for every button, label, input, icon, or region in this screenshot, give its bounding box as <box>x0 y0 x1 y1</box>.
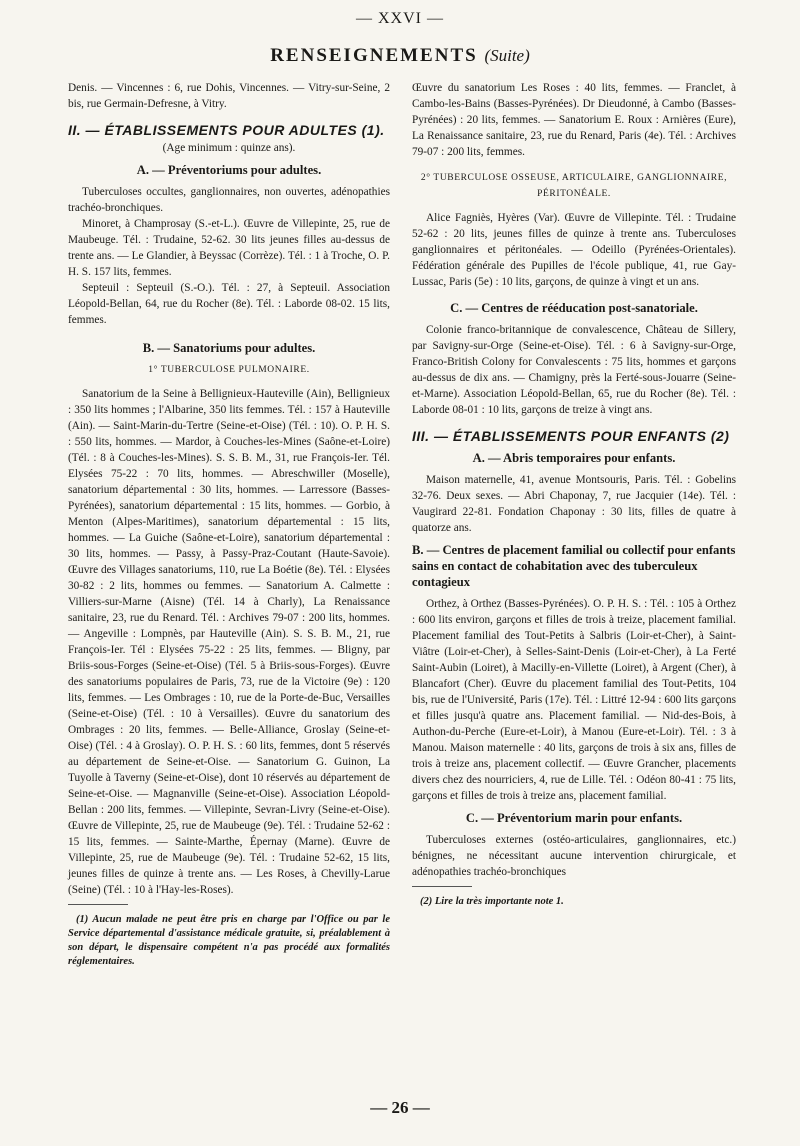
paragraph-alice-fagnies: Alice Fagniès, Hyères (Var). Œuvre de Villepinte. Tél. : Trudaine 52-62 : 20 lits, jeunes filles de quinze à trente ans. Tuberculoses ganglionnaires et péritonéales. — Odeillo (Pyrénées-Orientales). Fédération générale des Pupilles de l'école publique, 41, rue Gay-Lussac, Paris (5e) : 10 lits, garçons, de quinze à vingt et un ans. <box>412 212 736 288</box>
paragraph-orthez: Orthez, à Orthez (Basses-Pyrénées). O. P. H. S. : Tél. : 105 à Orthez : 600 lits environ, garçons et filles de trois à treize, placement familial. Placement familial des Tout-Petits à Salbris (Loir-et-Cher), à Saint-Viâtre (Loir-et-Cher), à Selles-Saint-Denis (Loir-et-Cher), à La Ferté Saint-Aubin (Loiret), à Macilly-en-Villette (Loiret), à Argent (Cher), à Blancafort (Cher). Œuvre du placement familial des Tout-Petits, 104 bis, rue de l'Université, Paris (17e). Tél. : Littré 12-94 : 600 lits garçons et filles jusqu'à quatre ans. Placement familial. — Nid-des-Bois, à Authon-du-Perche (Eure-et-Loir), à Manou (Eure-et-Loir). Tél. : 3 à Manou. Maison maternelle : 40 lits, garçons de trois à six ans, filles de trois à treize ans, placement collectif. — Œuvre Grancher, placements divers chez des nourriciers, 4, rue de Lille. Tél. : Odéon 80-41 : 75 lits, garçons et filles de trois à treize ans, placement familial. <box>412 598 736 802</box>
page-title <box>0 45 800 67</box>
heading-preventoriums-adultes: A. — Préventoriums pour adultes. <box>136 163 322 177</box>
heading-reeducation: C. — Centres de rééducation post-sanatoriale. <box>450 301 698 315</box>
paragraph-sanatoriums-list: Sanatorium de la Seine à Bellignieux-Hauteville (Ain), Bellignieux : 350 lits hommes ; l'Albarine, 350 lits femmes. Tél. : 157 à Hauteville (Ain). — Saint-Marin-du-Tertre (Seine-et-Oise) (Tél. : 10). O. P. H. S. : 550 lits, hommes. — Mardor, à Couches-les-Mines (Saône-et-Loire) (Tél. : 8 à Couches-les-Mines). S. S. B. M., 31, rue François-Ier. Tél. Elysées 75-22 : 70 lits, hommes. — Abreschwiller (Moselle), sanatorium départemental : 30 lits, hommes. — Larressore (Basses-Pyrénées), sanatorium départemental : 15 lits, hommes. — Gorbio, à Menton (Alpes-Maritimes), sanatorium départemental : 15 lits, hommes. — La Guiche (Saône-et-Loire), sanatorium départemental : 30 lits, hommes. — Passy, à Passy-Praz-Coutant (Haute-Savoie). Œuvre des Villages sanatoriums, 110, rue La Boétie (8e). Tél. : Elysées 30-82 : 2 lits, hommes ou femmes. — Sanatorium A. Calmette : Villiers-sur-Marne (Aisne) (Tél. 14 à Charly), La Renaissance sanitaire, 23, rue du Renard. Tél. : Archives 79-07 : 200 lits, hommes. — Angeville : Lompnès, par Hauteville (Ain). S. S. B. M., 21, rue François-Ier. Tél : Elysées 75-22 : 25 lits, femmes. — Bligny, par Briis-sous-Forges (Seine-et-Oise) (Tél. 5 à Briis-sous-Forges). Œuvre des sanatoriums populaires de Paris, 73, rue de la Victoire (9e) : 120 lits, femmes. — Les Ombrages : 10, rue de la Porte-de-Buc, Versailles (Seine-et-Oise) (Tél. : 10 à Versailles). Œuvre du sanatorium des Ombrages : 20 lits, femmes. — Belle-Alliance, Groslay (Seine-et-Oise) (Tél. : 4 à Groslay). O. P. H. S. : 60 lits, femmes, dont 5 réservés au département de Seine-et-Oise. — Sanatorium G. Guinon, La Tuyolle à Taverny (Seine-et-Oise), dont 10 réservés au département de Seine-et-Oise. — Magnanville (Seine-et-Oise). Association Léopold-Bellan : 200 lits, femmes. — Villepinte, Sevran-Livry (Seine-et-Oise). Œuvre de Villepinte, 25, rue de Maubeuge (9e). Tél. : Trudaine 52-62 : 15 lits, femmes. — Sainte-Marthe, Épernay (Marne). Œuvre de Villepinte, 25, rue de Maubeuge (9e). Tél. : Trudaine 52-62, 15 lits, jeunes filles de quinze à trente ans. — Les Roses, à Chevilly-Larue (Seine) (Tél. : 10 à l'Hay-les-Roses). <box>68 388 390 896</box>
subheading-pulmonaire: 1° TUBERCULOSE PULMONAIRE. <box>148 365 310 375</box>
paragraph-septeuil: Septeuil : Septeuil (S.-O.). Tél. : 27, à Septeuil. Association Léopold-Bellan, 64, rue du Rocher (8e). Tél. : Laborde 08-02. 15 lits, femmes. <box>68 282 390 326</box>
footnote-rule-right <box>412 886 472 887</box>
paragraph-colonie: Colonie franco-britannique de convalescence, Château de Sillery, par Savigny-sur-Orge (Seine-et-Oise). Tél. : 6 à Savigny-sur-Orge, Franco-British Colony for Convalescents : 75 lits, hommes et garçons au-dessus de dix ans. — Chamigny, près la Ferté-sous-Jouarre (Seine-et-Marne). Association Léopold-Bellan, 65, rue du Rocher (8e). Tél. : Laborde 08-01 : 10 lits, garçons de treize à vingt ans. <box>412 324 736 416</box>
paragraph-tuberculoses-occultes: Tuberculoses occultes, ganglionnaires, non ouvertes, adénopathies trachéo-bronchiques. <box>68 186 390 214</box>
footnote-rule <box>68 904 128 905</box>
page-number: — 26 — <box>370 1098 430 1117</box>
section-heading-enfants: III. — ÉTABLISSEMENTS POUR ENFANTS (2) <box>412 428 730 444</box>
heading-placement-familial: B. — Centres de placement familial ou collectif pour enfants sains en contact de cohabitation avec des tuberculeux contagieux <box>412 543 736 589</box>
title-suffix: (Suite) <box>484 46 530 65</box>
paragraph-maison-maternelle: Maison maternelle, 41, avenue Montsouris, Paris. Tél. : Gobelins 32-76. Deux sexes. — Abri Chaponay, 7, rue Jacquier (14e). Tél. : Vaugirard 22-81. Fondation Chaponay : 30 lits, filles de quatre à quatorze ans. <box>412 474 736 534</box>
heading-sanatoriums-adultes: B. — Sanatoriums pour adultes. <box>142 341 316 355</box>
paragraph-les-roses: Œuvre du sanatorium Les Roses : 40 lits, femmes. — Franclet, à Cambo-les-Bains (Basses-Pyrénées). Dr Dieudonné, à Cambo (Basses-Pyrénées) : 20 lits, femmes. — Sanatorium E. Roux : Arnières (Eure), La Renaissance sanitaire, 23, rue du Renard, Paris (4e). Tél. : Archives 79-07 : 200 lits, femmes. <box>412 82 736 158</box>
right-column <box>412 80 736 909</box>
footnote-1: (1) Aucun malade ne peut être pris en charge par l'Office ou par le Service départemental d'assistance médicale gratuite, si, préalablement à son départ, le dispensaire compétent n'a pas procédé aux formalités réglementaires. <box>68 914 390 967</box>
heading-preventorium-marin: C. — Préventorium marin pour enfants. <box>465 811 683 825</box>
subheading-osseuse: 2° TUBERCULOSE OSSEUSE, ARTICULAIRE, GANGLIONNAIRE, PÉRITONÉALE. <box>420 173 728 199</box>
title-text: RENSEIGNEMENTS <box>270 45 478 66</box>
section-heading-adultes: II. — ÉTABLISSEMENTS POUR ADULTES (1). <box>68 122 385 138</box>
left-column <box>68 80 390 969</box>
roman-page-number: — XXVI — <box>356 10 444 27</box>
paragraph-tuberculoses-externes: Tuberculoses externes (ostéo-articulaires, ganglionnaires, etc.) bénignes, ne nécessitant aucune intervention chirurgicale, et adénopathies trachéo-bronchiques <box>412 834 736 878</box>
age-minimum: (Age minimum : quinze ans). <box>162 142 296 154</box>
footnote-2: (2) Lire la très importante note 1. <box>420 896 564 907</box>
intro-paragraph: Denis. — Vincennes : 6, rue Dohis, Vincennes. — Vitry-sur-Seine, 2 bis, rue Germain-Defresne, à Vitry. <box>68 82 390 110</box>
heading-abris: A. — Abris temporaires pour enfants. <box>472 451 676 465</box>
paragraph-minoret: Minoret, à Champrosay (S.-et-L.). Œuvre de Villepinte, 25, rue de Maubeuge. Tél. : Trudaine, 52-62. 30 lits jeunes filles au-dessus de trente ans. — Le Glandier, à Beyssac (Corrèze). Tél. : 1 à Troche, O. P. H. S. 157 lits, femmes. <box>68 218 390 278</box>
